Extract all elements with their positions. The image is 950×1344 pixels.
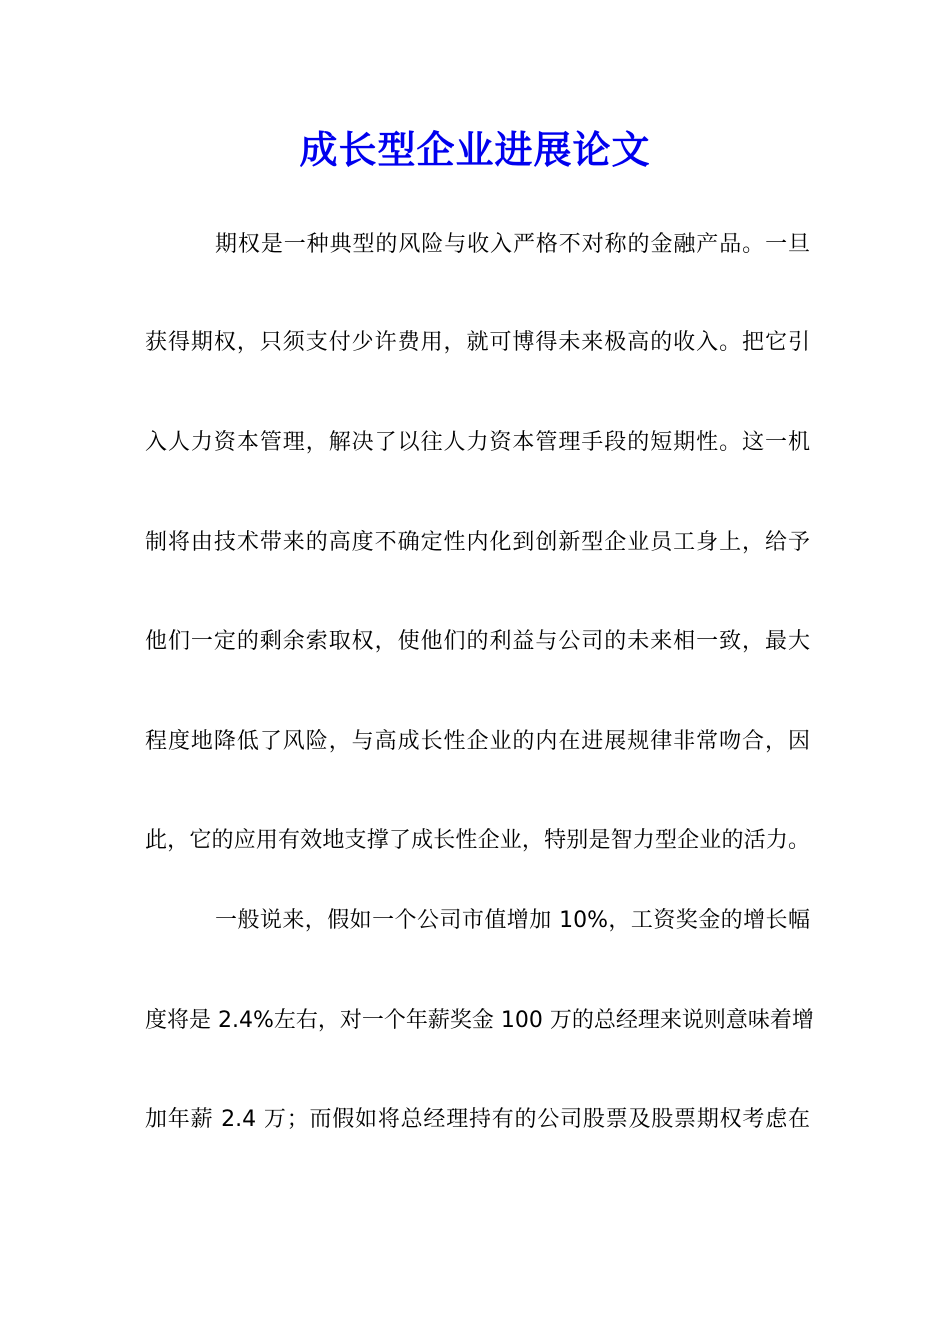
paragraph-1-line-2: 获得期权，只须支付少许费用，就可博得未来极高的收入。把它引 bbox=[145, 330, 810, 355]
paragraph-2-line-2: 度将是 2.4%左右，对一个年薪奖金 100 万的总经理来说则意味着增 bbox=[145, 1008, 814, 1033]
paragraph-1-line-3: 入人力资本管理，解决了以往人力资本管理手段的短期性。这一机 bbox=[145, 430, 810, 455]
paragraph-1-line-6: 程度地降低了风险，与高成长性企业的内在进展规律非常吻合，因 bbox=[145, 729, 810, 754]
paragraph-2-line-3: 加年薪 2.4 万；而假如将总经理持有的公司股票及股票期权考虑在 bbox=[145, 1107, 810, 1132]
paragraph-1-line-5: 他们一定的剩余索取权，使他们的利益与公司的未来相一致，最大 bbox=[145, 629, 810, 654]
paragraph-1-line-7: 此，它的应用有效地支撑了成长性企业，特别是智力型企业的活力。 bbox=[145, 828, 810, 853]
paragraph-1-line-1: 期权是一种典型的风险与收入严格不对称的金融产品。一旦 bbox=[215, 232, 810, 257]
paragraph-2-line-1: 一般说来，假如一个公司市值增加 10%，工资奖金的增长幅 bbox=[215, 908, 810, 933]
document-title: 成长型企业进展论文 bbox=[299, 127, 651, 172]
paragraph-1-line-4: 制将由技术带来的高度不确定性内化到创新型企业员工身上，给予 bbox=[145, 530, 810, 555]
